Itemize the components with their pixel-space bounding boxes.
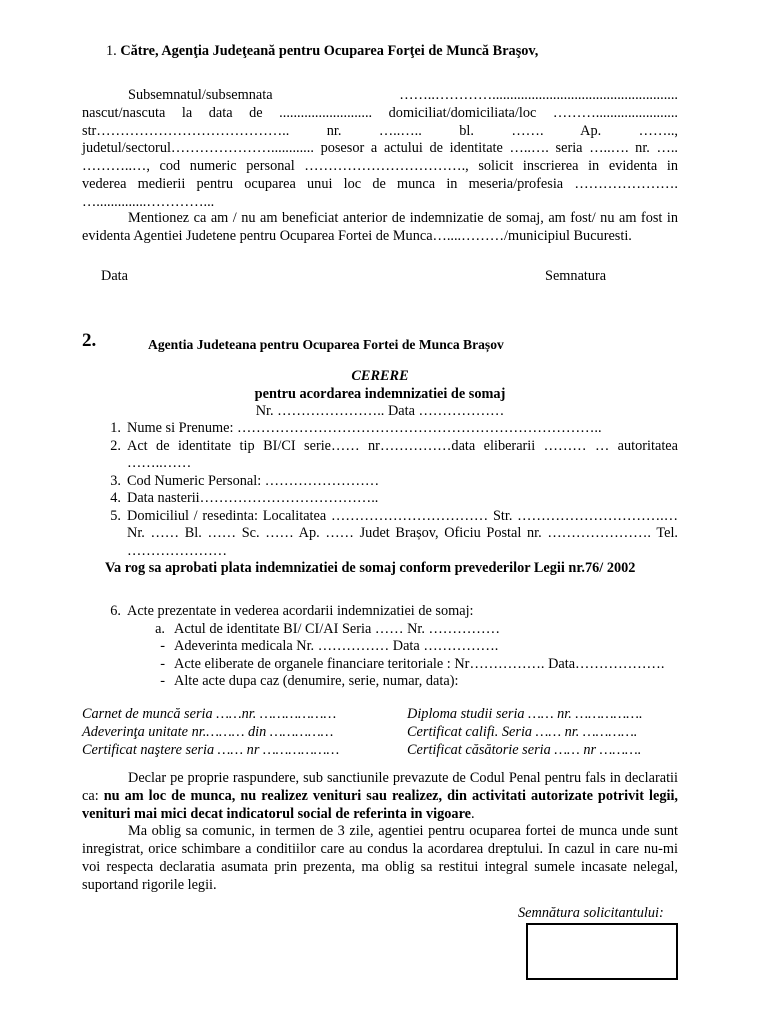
section1-declaration [82,87,678,212]
line-name: Subsemnatul/subsemnata ……..………….................................................... [128,87,678,103]
list-item: 6. Acte prezentate in vederea acordarii indemnizatiei de somaj: [110,603,474,619]
list-item: 5. Domiciliul / resedinta: Localitatea …………………………… Str. ………………………….… Nr. …… Bl. …… Sc. …… Ap. …… Judet Brașov, Oficiu Postal nr. …………………. Tel. ………………… [110,507,678,559]
list-item: 2. Act de identitate tip BI/CI serie…… nr……………data eliberarii ……… … autoritatea ……..…… [110,437,678,471]
line-cnp: ………..…, cod numeric personal ……………………………., solicit inscrierea in evidenta in [82,158,678,175]
request-nr-line: Nr. ………………….. Data ……………… [255,403,505,419]
declaration-text: Declar pe proprie raspundere, sub sanctiunile prevazute de Codul Penal pentru fals in declaratii ca: [82,770,678,804]
list-item: 1. Nume si Prenume: ………………………………………………………………….. [110,420,602,436]
line-birth: nascut/nascuta la data de .......................... domiciliat/domiciliata/loc ………....................... [82,104,678,121]
signature-box[interactable] [526,923,678,980]
documents-grid [82,705,682,759]
line-county: judetul/sectorul…………………............ posesor a actului de identitate …..…. seria …..…. nr. ….. [82,140,678,157]
approval-request: Va rog sa aprobati plata indemnizatiei de somaj conform prevederilor Legii nr.76/ 2002 [105,560,636,576]
grid-row: Certificat naştere seria …… nr ……………… Certificat căsătorie seria …… nr ………. [82,742,642,758]
list-item: - Adeverinta medicala Nr. …………… Data ……………. [160,638,499,654]
section2-title: Agentia Judeteana pentru Ocuparea Fortei de Munca Brașov [148,337,504,352]
request-subheading: pentru acordarea indemnizatiei de somaj [254,385,506,402]
request-heading-block [82,368,678,421]
declaration-paragraph: Declar pe proprie raspundere, sub sanctiunile prevazute de Codul Penal pentru fals in declaratii ca: nu am loc de munca, nu realizez venituri sau realizez, din activitati autorizate potrivit legii, venituri mai mici decat indicatorul social de referinta in vigoare. Ma oblig sa comunic, in termen de 3 zile, agentiei pentru ocuparea fortei de munca unde sunt inregistrat, orice schimbare a conditiilor care au condus la acordarea dreptului. In cazul in care nu-mi voi respecta declaratia asumata prin prezenta, ma oblig sa restitui integral sumele incasate nelegal, suportand rigorile legii. [82,770,678,893]
declaration-bold: nu am loc de munca, nu realizez venituri sau realizez, din activitati autorizate potrivit legii, venituri mai mici decat indicatorul social de referinta in vigoare [82,787,678,822]
grid-row: Carnet de muncă seria ……nr. ……………… Diploma studii seria …… nr. ……………. [82,706,643,722]
line-street: str………………………………….. nr. …..….. bl. ……. Ap. …….., [82,122,678,139]
section1-header [106,43,538,60]
documents-list [82,603,678,691]
line-profession: vederea medierii pentru ocuparea unui loc de munca in meseria/profesia …………………. [82,175,678,192]
section1-number: 1. [106,43,117,59]
signature-label: Semnatura [545,268,607,284]
personal-data-list [82,420,678,578]
grid-row: Adeverinţa unitate nr.……… din …………… Certificat califi. Seria …… nr. …………. [82,724,638,740]
section1-paragraph2: Mentionez ca am / nu am beneficiat anterior de indemnizatie de somaj, am fost/ nu am fost in evidenta Agentiei Judetene pentru Ocuparea Fortei de Munca…....………/municipiul Bucuresti. [82,210,678,244]
list-item: a. Actul de identitate BI/ CI/AI Seria …… Nr. …………… [155,620,500,637]
list-item: - Alte acte dupa caz (denumire, serie, numar, data): [160,673,459,689]
date-label: Data [101,268,128,284]
section2-number: 2. [82,330,97,351]
list-item: 3. Cod Numeric Personal: …………………… [110,472,380,489]
applicant-signature-label: Semnătura solicitantului: [518,905,664,921]
section1-title: Către, Agenţia Judeţeană pentru Ocuparea Forţei de Muncă Braşov, [120,43,539,59]
obligation-text: Ma oblig sa comunic, in termen de 3 zile, agentiei pentru ocuparea fortei de munca unde sunt inregistrat, orice schimbare a conditiilor care au condus la acordarea dreptului. In cazul in care nu-mi voi respecta declaratia asumata prin prezenta, ma oblig sa restitui integral sumele incasate nelegal, suportand rigorile legii. [82,823,678,893]
list-item: - Acte eliberate de organele financiare teritoriale : Nr……………. Data………………. [160,655,665,672]
list-item: 4. Data nasterii……………………………….. [110,490,379,506]
line-profession-cont: …..............…………... [82,193,215,210]
request-heading: CERERE [351,368,409,384]
